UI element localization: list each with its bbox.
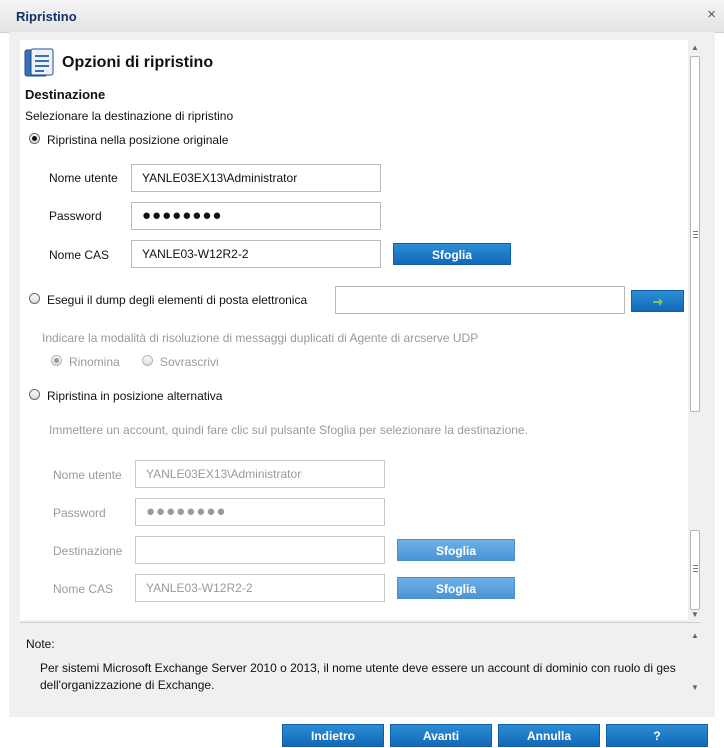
radio-dump-email[interactable]: [29, 293, 40, 304]
original-cas-label: Nome CAS: [49, 248, 110, 262]
dump-go-button[interactable]: [631, 290, 684, 312]
arrow-right-icon: [652, 297, 664, 307]
original-password-label: Password: [49, 209, 102, 223]
original-browse-button[interactable]: Sfoglia: [393, 243, 511, 265]
next-button[interactable]: Avanti: [390, 724, 492, 747]
notes-scrollbar[interactable]: [689, 629, 701, 695]
alternative-password-input[interactable]: ●●●●●●●●: [135, 498, 385, 526]
rename-label: Rinomina: [69, 355, 120, 369]
note-line-2: dell'organizzazione di Exchange.: [40, 678, 215, 692]
dump-email-label: Esegui il dump degli elementi di posta elettronica: [47, 293, 308, 307]
alternative-cas-label: Nome CAS: [53, 582, 114, 596]
alternative-location-label: Ripristina in posizione alternativa: [47, 389, 223, 403]
window-title: Ripristino: [16, 9, 77, 24]
scroll-down-icon[interactable]: ▼: [691, 610, 699, 619]
alternative-cas-input[interactable]: YANLE03-W12R2-2: [135, 574, 385, 602]
alternative-hint: Immettere un account, quindi fare clic sul pulsante Sfoglia per selezionare la destinazione.: [49, 423, 528, 437]
alternative-username-input[interactable]: YANLE03EX13\Administrator: [135, 460, 385, 488]
note-line-1: Per sistemi Microsoft Exchange Server 2010 o 2013, il nome utente deve essere un account di dominio con ruolo di ges: [40, 661, 676, 675]
note-label: Note:: [26, 637, 55, 651]
duplicate-hint: Indicare la modalità di risoluzione di messaggi duplicati di Agente di arcserve UDP: [42, 331, 479, 345]
destination-description: Selezionare la destinazione di ripristino: [25, 109, 234, 123]
scroll-up-icon[interactable]: ▲: [691, 43, 699, 52]
original-password-input[interactable]: ●●●●●●●●: [131, 202, 381, 230]
original-username-label: Nome utente: [49, 171, 118, 185]
original-username-input[interactable]: YANLE03EX13\Administrator: [131, 164, 381, 192]
original-location-label: Ripristina nella posizione originale: [47, 133, 229, 147]
scrollbar-thumb[interactable]: [690, 56, 700, 412]
radio-original-location[interactable]: [29, 133, 40, 144]
dump-path-input[interactable]: [335, 286, 625, 314]
notes-scroll-up-icon[interactable]: ▲: [691, 631, 699, 640]
back-button[interactable]: Indietro: [282, 724, 384, 747]
original-cas-input[interactable]: YANLE03-W12R2-2: [131, 240, 381, 268]
overwrite-label: Sovrascrivi: [160, 355, 219, 369]
notes-scroll-down-icon[interactable]: ▼: [691, 683, 699, 692]
document-stack-icon: [24, 48, 56, 78]
options-scrollbar[interactable]: [689, 40, 701, 620]
radio-alternative-location[interactable]: [29, 389, 40, 400]
radio-overwrite[interactable]: [142, 355, 153, 366]
alternative-destination-browse-button[interactable]: Sfoglia: [397, 539, 515, 561]
alternative-cas-browse-button[interactable]: Sfoglia: [397, 577, 515, 599]
alternative-destination-input[interactable]: [135, 536, 385, 564]
title-bar: [0, 0, 724, 33]
alternative-username-label: Nome utente: [53, 468, 122, 482]
destination-heading: Destinazione: [25, 87, 106, 102]
alternative-password-label: Password: [53, 506, 106, 520]
notes-divider: [20, 622, 701, 623]
alternative-destination-label: Destinazione: [53, 544, 123, 558]
help-button[interactable]: ?: [606, 724, 708, 747]
page-title: Opzioni di ripristino: [62, 54, 214, 71]
radio-rename[interactable]: [51, 355, 62, 366]
scrollbar-lower-track[interactable]: [690, 530, 700, 610]
cancel-button[interactable]: Annulla: [498, 724, 600, 747]
close-icon[interactable]: ×: [707, 6, 716, 23]
options-panel: [20, 40, 688, 620]
footer-bar: [0, 718, 724, 747]
